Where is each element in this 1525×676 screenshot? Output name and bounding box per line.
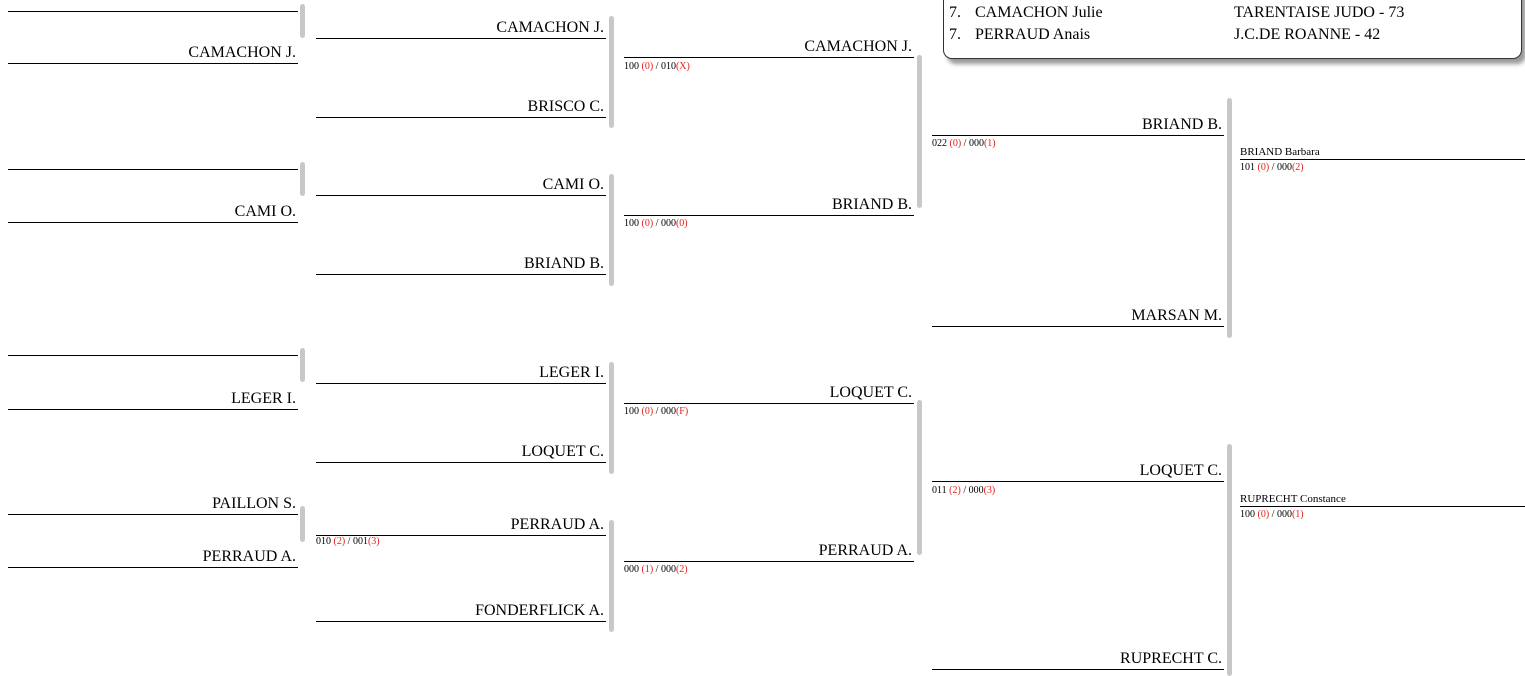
score-value: 100 (624, 218, 642, 229)
r1-slot: LEGER I. (8, 390, 298, 410)
score-value: 010 (316, 536, 334, 547)
bracket-connector (1227, 444, 1232, 676)
bracket-connector (609, 16, 614, 128)
r1-slot (8, 336, 298, 356)
r1-slot: PAILLON S. (8, 495, 298, 515)
final-winner-bottom: RUPRECHT Constance (1240, 493, 1525, 507)
score-penalty: (0) (641, 61, 654, 72)
score-penalty: (2) (333, 536, 346, 547)
r4-slot: MARSAN M. (932, 307, 1224, 327)
match-score (1240, 162, 1304, 173)
r1-slot: PERRAUD A. (8, 548, 298, 568)
score-penalty: (2) (1291, 162, 1304, 173)
result-club: TARENTAISE JUDO - 73 (1234, 4, 1405, 21)
score-value: / 001 (345, 536, 368, 547)
match-score (624, 406, 688, 417)
r1-slot (8, 0, 298, 12)
bracket-connector (917, 55, 922, 208)
result-club: J.C.DE ROANNE - 42 (1234, 26, 1381, 43)
result-position: 7. (949, 4, 961, 21)
score-value: / 000 (1269, 162, 1292, 173)
r2-slot: BRISCO C. (316, 98, 606, 118)
result-row (949, 25, 1509, 45)
score-value: / 000 (653, 218, 676, 229)
match-score (624, 564, 688, 575)
match-score (624, 61, 690, 72)
bracket-connector (300, 506, 305, 542)
r3-slot: LOQUET C. (624, 384, 914, 404)
score-penalty: (F) (675, 406, 689, 417)
bracket-connector (1227, 98, 1232, 338)
score-value: 022 (932, 138, 950, 149)
r2-slot: CAMACHON J. (316, 19, 606, 39)
r3-slot: CAMACHON J. (624, 38, 914, 58)
match-score (316, 536, 380, 547)
r4-slot: LOQUET C. (932, 462, 1224, 482)
result-row (949, 3, 1509, 23)
result-name: PERRAUD Anais (975, 26, 1091, 43)
match-score (932, 485, 995, 496)
score-value: / 000 (960, 485, 984, 496)
score-value: 101 (1240, 162, 1258, 173)
bracket-connector (300, 162, 305, 196)
r2-slot: LOQUET C. (316, 443, 606, 463)
r4-slot: BRIAND B. (932, 116, 1224, 136)
result-position: 7. (949, 26, 961, 43)
bracket-connector (609, 520, 614, 632)
score-penalty: (3) (367, 536, 380, 547)
r1-slot: CAMI O. (8, 203, 298, 223)
match-score (624, 218, 688, 229)
results-panel (943, 0, 1522, 59)
result-name: CAMACHON Julie (975, 4, 1103, 21)
r4-slot: RUPRECHT C. (932, 650, 1224, 670)
score-value: / 000 (961, 138, 984, 149)
final-winner-top: BRIAND Barbara (1240, 146, 1525, 160)
score-penalty: (1) (641, 564, 654, 575)
score-value: / 010 (653, 61, 676, 72)
r2-slot: CAMI O. (316, 176, 606, 196)
r2-slot: LEGER I. (316, 364, 606, 384)
score-penalty: (1) (1291, 509, 1304, 520)
bracket-connector (609, 174, 614, 286)
score-penalty: (0) (1257, 162, 1270, 173)
score-value: 000 (624, 564, 642, 575)
r3-slot: PERRAUD A. (624, 542, 914, 562)
r1-slot: CAMACHON J. (8, 44, 298, 64)
r2-slot: FONDERFLICK A. (316, 602, 606, 622)
r2-slot: PERRAUD A. (316, 516, 606, 536)
score-value: 100 (624, 61, 642, 72)
r1-slot (8, 150, 298, 170)
score-penalty: (1) (983, 138, 996, 149)
r2-slot: BRIAND B. (316, 255, 606, 275)
score-value: 100 (1240, 509, 1258, 520)
score-penalty: (0) (675, 218, 688, 229)
r3-slot: BRIAND B. (624, 196, 914, 216)
score-value: / 000 (1269, 509, 1292, 520)
score-penalty: (0) (641, 218, 654, 229)
score-penalty: (0) (949, 138, 962, 149)
score-value: / 000 (653, 406, 676, 417)
bracket-connector (609, 362, 614, 474)
match-score (932, 138, 996, 149)
score-penalty: (0) (641, 406, 654, 417)
score-penalty: (2) (675, 564, 688, 575)
score-value: 011 (932, 485, 950, 496)
score-penalty: (0) (1257, 509, 1270, 520)
score-value: / 000 (653, 564, 676, 575)
bracket-connector (917, 400, 922, 555)
score-value: 100 (624, 406, 642, 417)
score-penalty: (3) (983, 485, 996, 496)
score-penalty: (X) (675, 61, 690, 72)
bracket-connector (300, 348, 305, 382)
match-score (1240, 509, 1304, 520)
bracket-connector (300, 4, 305, 38)
score-penalty: (2) (949, 485, 961, 496)
